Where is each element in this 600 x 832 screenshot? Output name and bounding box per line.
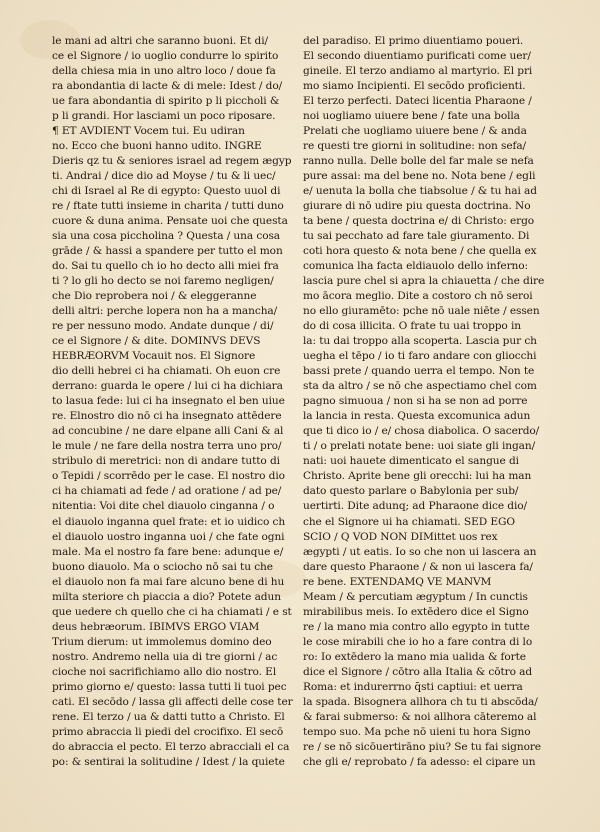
text-line: del paradiso. El primo diuentiamo poueri. <box>303 35 524 47</box>
text-line: buono diauolo. Ma o sciocho nō sai tu che <box>52 560 273 573</box>
text-line: no. Ecco che buoni hanno udito. INGRE <box>52 140 262 153</box>
text-line: p li grandi. Hor lasciami un poco riposare. <box>52 110 276 123</box>
text-line: che el Signore ui ha chiamati. SED EGO <box>303 515 515 528</box>
text-line: sia una cosa piccholina ? Questa / una cosa <box>52 230 281 243</box>
text-line: el diauolo non fa mai fare alcuno bene di hu <box>52 575 285 588</box>
text-line: lascia pure chel si apra la chiauetta / che dire <box>303 275 545 288</box>
text-line: rene. El terzo / ua & datti tutto a Christo. El <box>52 710 285 723</box>
text-line: to lasua fede: lui ci ha insegnato el ben uiue <box>52 395 285 408</box>
text-line: Prelati che uogliamo uiuere bene / & anda <box>303 125 527 138</box>
text-line: Trium dierum: ut immolemus domino deo <box>52 635 272 648</box>
text-line: la lancia in resta. Questa excomunica adun <box>303 410 531 423</box>
left-text-column <box>52 34 292 770</box>
text-line: uegha el tēpo / io ti faro andare con gliocchi <box>303 350 537 363</box>
text-line: le mani ad altri che saranno buoni. Et di/ <box>52 35 268 47</box>
text-line: que uedere ch quello che ci ha chiamati / e st <box>52 605 292 618</box>
text-line: giurare di nō udire piu questa doctrina. No <box>303 200 531 213</box>
text-line: nati: uoi hauete dimenticato el sangue di <box>303 455 519 468</box>
text-line: no ello giuramēto: pche nō uale niēte / essen <box>303 305 540 318</box>
text-line: gineile. El terzo andiamo al martyrio. El pri <box>303 65 533 78</box>
text-line: mirabilibus meis. Io extēdero dice el Signo <box>303 605 529 618</box>
text-line: ad concubine / ne dare elpane alli Cani & al <box>52 425 284 438</box>
text-line: Christo. Aprite bene gli orecchi: lui ha man <box>303 470 532 483</box>
text-line: sta da altro / se nō che aspectiamo chel com <box>303 380 537 393</box>
text-line: & farai submerso: & noi allhora cāteremo al <box>303 710 537 723</box>
text-line: tempo suo. Ma pche nō uieni tu hora Signo <box>303 725 531 738</box>
right-text-column <box>303 34 549 770</box>
text-line: re bene. EXTENDAMQ VE MANVM <box>303 575 492 588</box>
text-line: deus hebræorum. IBIMVS ERGO VIAM <box>52 620 260 633</box>
text-line: la spada. Bisognera allhora ch tu ti abscōda/ <box>303 695 538 708</box>
text-line: o Tepidi / scorrēdo per le case. El nostro dio <box>52 470 285 483</box>
text-line: ce el Signore / io uoglio condurre lo spirito <box>52 50 279 63</box>
text-line: tu sai pecchato ad fare tale giuramento. Di <box>303 230 530 243</box>
text-line: noi uogliamo uiuere bene / fate una bolla <box>303 110 520 123</box>
text-line: ra abondantia di lacte & di mele: Idest / do/ <box>52 80 283 93</box>
text-line: male. Ma el nostro fa fare bene: adunque e/ <box>52 545 284 558</box>
text-line: dio delli hebrei ci ha chiamati. Oh euon cre <box>52 365 281 378</box>
text-line: do abraccia el pecto. El terzo abracciali el ca <box>52 740 290 753</box>
text-line: ¶ ET AVDIENT Vocem tui. Eu udiran <box>52 125 245 138</box>
text-line: cuore & duna anima. Pensate uoi che questa <box>52 215 288 228</box>
text-line: dare questo Pharaone / & non ui lascera fa/ <box>303 560 533 573</box>
text-line: re / ftate tutti insieme in charita / tutti duno <box>52 200 284 213</box>
text-line: le cose mirabili che io ho a fare contra di lo <box>303 635 533 648</box>
text-line: re. Elnostro dio nō ci ha insegnato attēdere <box>52 410 282 423</box>
text-line: dato questo parlare o Babylonia per sub/ <box>303 485 519 498</box>
text-line: le mule / ne fare della nostra terra uno pro/ <box>52 440 282 453</box>
text-line: grāde / & hassi a spandere per tutto el mon <box>52 245 283 258</box>
text-line: ti. Andrai / dice dio ad Moyse / tu & li uec/ <box>52 170 276 183</box>
text-line: el diauolo inganna quel frate: et io uidico ch <box>52 515 286 528</box>
text-line: ti / o prelati notate bene: uoi siate gli ingan/ <box>303 440 536 453</box>
text-line: do di cosa illicita. O frate tu uai troppo in <box>303 320 521 333</box>
text-line: comunica lha facta eldiauolo dello inferno: <box>303 260 528 273</box>
text-line: mo ācora meglio. Dite a costoro ch nō seroi <box>303 290 533 303</box>
text-line: ro: Io extēdero la mano mia ualida & forte <box>303 650 526 663</box>
text-line: re / la mano mia contro allo egypto in tutte <box>303 620 530 633</box>
text-line: chi di Israel al Re di egypto: Questo uuol di <box>52 185 281 198</box>
text-line: delli altri: perche lopera non ha a mancha/ <box>52 305 278 318</box>
text-line: della chiesa mia in uno altro loco / doue fa <box>52 65 276 78</box>
text-line: ranno nulla. Delle bolle del far male se nefa <box>303 155 534 168</box>
text-line: e/ uenuta la bolla che tiabsolue / & tu hai ad <box>303 185 537 198</box>
text-line: primo abraccia li piedi del crocifixo. El secō <box>52 725 284 738</box>
text-line: bassi prete / quando uerra el tempo. Non te <box>303 365 535 378</box>
text-line: SCIO / Q VOD NON DIMittet uos rex <box>303 530 498 543</box>
text-line: stribulo di meretrici: non di andare tutto di <box>52 455 280 468</box>
text-line: ci ha chiamati ad fede / ad oratione / ad pe/ <box>52 485 282 498</box>
text-line: coti hora questo & nota bene / che quella ex <box>303 245 537 258</box>
text-line: Roma: et indurerrno q̄sti captiui: et uerra <box>303 680 523 693</box>
text-line: che Dio reprobera noi / & eleggeranne <box>52 290 257 303</box>
text-line: re per nessuno modo. Andate dunque / di/ <box>52 320 274 333</box>
text-line: el diauolo uostro inganna uoi / che fate ogni <box>52 530 285 543</box>
text-line: Meam / & percutiam ægyptum / In cunctis <box>303 590 528 603</box>
text-line: po: & sentirai la solitudine / Idest / la quiete <box>52 755 285 768</box>
text-line: primo giorno e/ questo: lassa tutti li tuoi pec <box>52 680 287 693</box>
text-line: El secondo diuentiamo purificati come uer/ <box>303 50 531 63</box>
text-line: do. Sai tu quello ch io ho decto alli miei fra <box>52 260 279 273</box>
text-line: Dieris qz tu & seniores israel ad regem ægyp <box>52 155 292 168</box>
text-line: cioche noi sacrifichiamo allo dio nostro. El <box>52 665 277 678</box>
text-line: nitentia: Voi dite chel diauolo cinganna / o <box>52 500 275 513</box>
text-line: que ti dico io / e/ chosa diabolica. O sacerdo/ <box>303 425 540 438</box>
text-line: dice el Signore / cōtro alla Italia & cōtro ad <box>303 665 533 678</box>
text-line: ce el Signore / & dite. DOMINVS DEVS <box>52 335 261 348</box>
text-line: ta bene / questa doctrina e/ di Christo: ergo <box>303 215 535 228</box>
text-line: nostro. Andremo nella uia di tre giorni / ac <box>52 650 278 663</box>
text-line: derrano: guarda le opere / lui ci ha dichiara <box>52 380 283 393</box>
text-line: che gli e/ reprobato / fa adesso: el cipare un <box>303 755 536 768</box>
text-line: uertirti. Dite adunq; ad Pharaone dice dio/ <box>303 500 527 513</box>
text-line: milta steriore ch piaccia a dio? Potete adun <box>52 590 281 603</box>
text-line: re questi tre giorni in solitudine: non sefa/ <box>303 140 527 153</box>
text-line: la: tu dai troppo alla scoperta. Lascia pur ch <box>303 335 537 348</box>
text-line: cati. El secōdo / lassa gli affecti delle cose ter <box>52 695 293 708</box>
text-line: pure assai: ma del bene no. Nota bene / egli <box>303 170 536 183</box>
text-line: ægypti / ut eatis. Io so che non ui lascera an <box>303 545 537 558</box>
text-line: ti ? lo gli ho decto se noi faremo negligen/ <box>52 275 274 288</box>
text-line: HEBRÆORVM Vocauit nos. El Signore <box>52 350 256 363</box>
text-line: pagno simuoua / non si ha se non ad porre <box>303 395 528 408</box>
text-line: re / se nō sicōuertirāno piu? Se tu fai signore <box>303 740 541 753</box>
text-line: ue fara abondantia di spirito p li piccholi & <box>52 95 280 108</box>
text-line: mo siamo Incipienti. El secōdo proficienti. <box>303 80 526 93</box>
text-line: El terzo perfecti. Dateci licentia Pharaone / <box>303 95 532 108</box>
